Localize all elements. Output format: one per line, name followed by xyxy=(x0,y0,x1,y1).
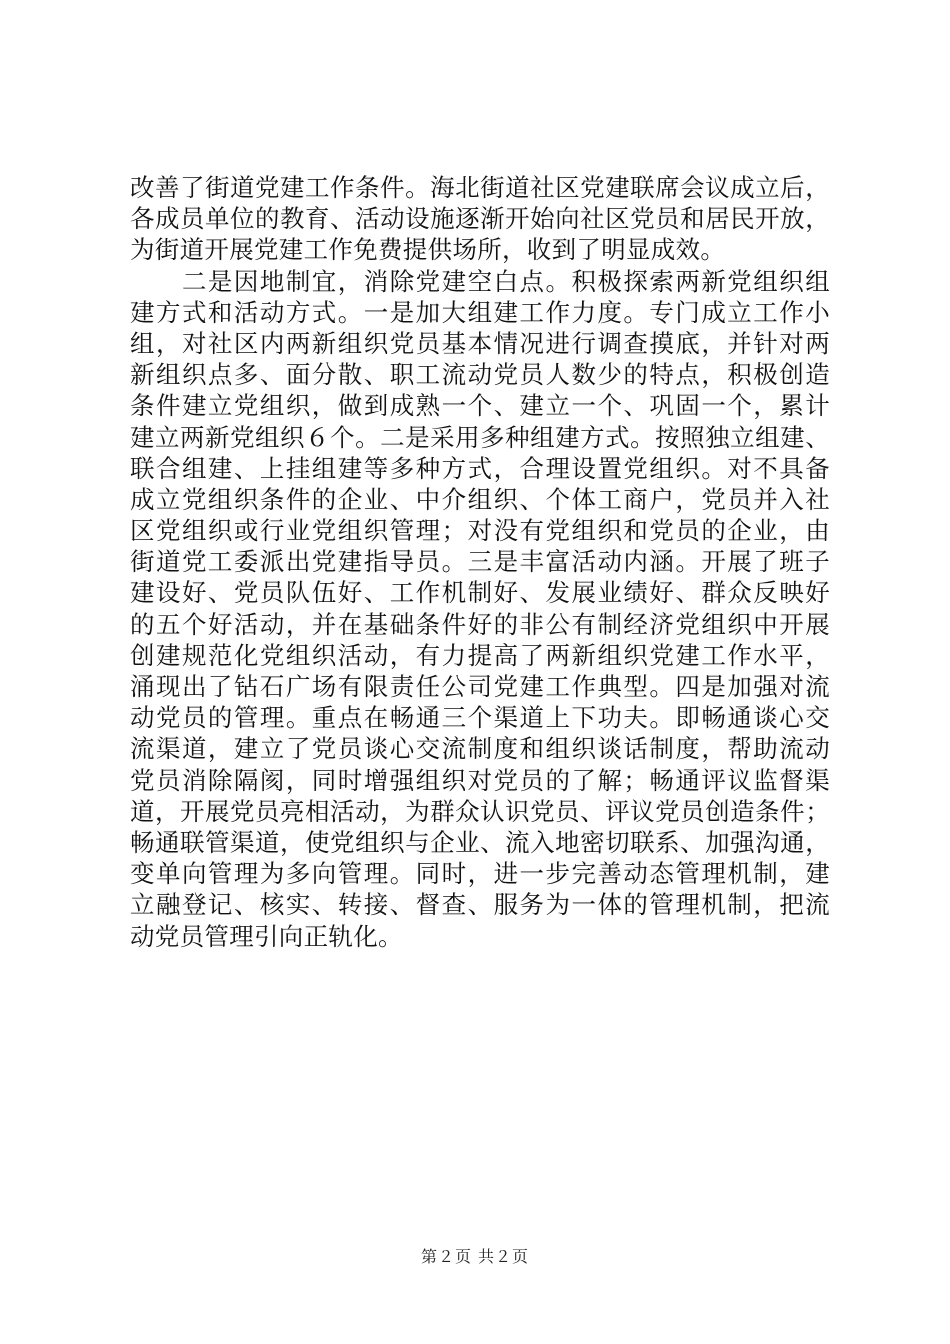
text-line: 党员消除隔阂，同时增强组织对党员的了解；畅通评议监督渠 xyxy=(130,765,830,795)
text-line: 动党员的管理。重点在畅通三个渠道上下功夫。即畅通谈心交 xyxy=(130,703,830,733)
page-footer: 第２页 共２页 xyxy=(420,1247,530,1266)
text-line: 建设好、党员队伍好、工作机制好、发展业绩好、群众反映好 xyxy=(130,578,830,608)
text-line: 新组织点多、面分散、职工流动党员人数少的特点，积极创造 xyxy=(130,360,830,390)
text-line: 成立党组织条件的企业、中介组织、个体工商户，党员并入社 xyxy=(130,484,830,514)
text-line: 联合组建、上挂组建等多种方式，合理设置党组织。对不具备 xyxy=(130,453,830,483)
text-line: 各成员单位的教育、活动设施逐渐开始向社区党员和居民开放， xyxy=(130,204,830,234)
text-line: 改善了街道党建工作条件。海北街道社区党建联席会议成立后， xyxy=(130,173,830,202)
text-line: 条件建立党组织，做到成熟一个、建立一个、巩固一个，累计 xyxy=(130,391,830,421)
text-line: 立融登记、核实、转接、督查、服务为一体的管理机制，把流 xyxy=(130,890,830,920)
text-line: 建方式和活动方式。一是加大组建工作力度。专门成立工作小 xyxy=(130,297,830,327)
document-body xyxy=(130,172,830,952)
text-line: 组，对社区内两新组织党员基本情况进行调查摸底，并针对两 xyxy=(130,328,830,358)
text-line: 为街道开展党建工作免费提供场所，收到了明显成效。 xyxy=(130,235,726,265)
text-line: 的五个好活动，并在基础条件好的非公有制经济党组织中开展 xyxy=(130,609,830,639)
text-line: 涌现出了钻石广场有限责任公司党建工作典型。四是加强对流 xyxy=(130,672,830,701)
text-line: 流渠道，建立了党员谈心交流制度和组织谈话制度，帮助流动 xyxy=(130,734,830,764)
text-line: 创建规范化党组织活动，有力提高了两新组织党建工作水平， xyxy=(130,640,830,670)
text-line: 动党员管理引向正轨化。 xyxy=(130,921,403,951)
text-line: 建立两新党组织６个。二是采用多种组建方式。按照独立组建、 xyxy=(130,422,830,452)
text-line: 区党组织或行业党组织管理；对没有党组织和党员的企业，由 xyxy=(130,516,830,546)
text-line: 二是因地制宜，消除党建空白点。积极探索两新党组织组 xyxy=(130,266,830,296)
text-line: 街道党工委派出党建指导员。三是丰富活动内涵。开展了班子 xyxy=(130,547,830,577)
text-line: 道，开展党员亮相活动，为群众认识党员、评议党员创造条件； xyxy=(130,796,830,826)
text-line: 畅通联管渠道，使党组织与企业、流入地密切联系、加强沟通， xyxy=(130,827,830,857)
text-line: 变单向管理为多向管理。同时，进一步完善动态管理机制，建 xyxy=(130,859,830,889)
